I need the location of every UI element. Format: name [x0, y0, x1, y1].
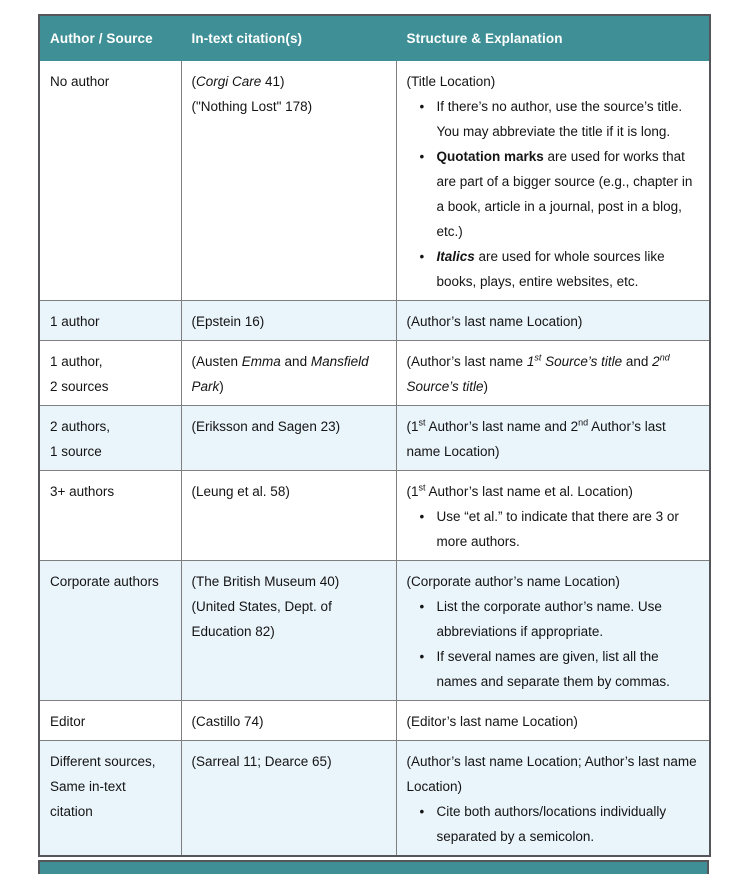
text-run: Cite both authors/locations individually separated by a semicolon. [436, 804, 667, 844]
table-row [39, 406, 710, 471]
bullet-item [407, 504, 700, 554]
text-run: Source’s title [406, 379, 484, 394]
bullet-item [407, 94, 700, 144]
citation-line [192, 69, 386, 94]
text-run: ) [219, 379, 224, 394]
text-run: Corgi Care [196, 74, 262, 89]
text-run: Author’s last name Location) [406, 419, 666, 459]
cell-citation [181, 341, 396, 406]
bullet-item [407, 244, 700, 294]
text-run: st [418, 482, 426, 493]
author-line: Same in-text citation [50, 779, 126, 819]
table-row [39, 701, 710, 741]
structure-line [407, 349, 700, 399]
text-run: ) [483, 379, 489, 394]
cell-author-source [39, 741, 181, 857]
author-line: 2 sources [50, 379, 109, 394]
text-run: (Austen [191, 354, 242, 369]
text-run: Mansfield Park [191, 354, 369, 394]
structure-line [407, 749, 700, 799]
cell-citation [181, 561, 396, 701]
citation-line [192, 349, 386, 399]
cell-citation [181, 61, 396, 301]
bullet-item [407, 799, 700, 849]
structure-line [407, 479, 700, 504]
cell-author-source [39, 301, 181, 341]
cell-author-source [39, 471, 181, 561]
text-run: (Author’s last name Location) [406, 314, 583, 329]
cell-structure-explanation [396, 341, 710, 406]
text-run: (The British Museum 40) [191, 574, 340, 589]
text-run: Use “et al.” to indicate that there are 3 or more authors. [436, 509, 679, 549]
citation-line [192, 569, 386, 594]
citation-line [192, 749, 386, 774]
citation-line [192, 94, 386, 119]
text-run: st [418, 417, 426, 428]
author-line: Corporate authors [50, 574, 159, 589]
bullet-dot: • [419, 509, 425, 524]
header-cell-2: Structure & Explanation [396, 15, 710, 61]
text-run: (Title Location) [406, 74, 496, 89]
text-run: (Leung et al. 58) [191, 484, 290, 499]
cell-citation [181, 701, 396, 741]
text-run: If there’s no author, use the source’s title. You may abbreviate the title if it is long. [436, 99, 683, 139]
bullet-dot: • [419, 804, 425, 819]
header-cell-1: In-text citation(s) [181, 15, 396, 61]
cell-structure-explanation [396, 701, 710, 741]
text-run: 2 [652, 354, 660, 369]
citation-line [192, 594, 386, 644]
citation-line [192, 709, 386, 734]
author-line: Different sources, [50, 754, 156, 769]
author-line: 1 author, [50, 354, 103, 369]
text-run: (1 [406, 419, 419, 434]
author-line: 1 source [50, 444, 102, 459]
text-run: Author’s last name et al. Location) [425, 484, 633, 499]
citation-line [192, 479, 386, 504]
cell-author-source [39, 561, 181, 701]
next-table-header-peek [38, 860, 709, 874]
table-row [39, 61, 710, 301]
text-run: Quotation marks [436, 149, 544, 164]
author-line: 2 authors, [50, 419, 111, 434]
text-run: List the corporate author’s name. Use abbreviations if appropriate. [436, 599, 662, 639]
author-line: Editor [50, 714, 86, 729]
cell-citation [181, 301, 396, 341]
table-row [39, 471, 710, 561]
text-run: are used for works that are part of a bigger source (e.g., chapter in a book, article in a journal, post in a blog, etc.) [436, 149, 693, 239]
text-run: (United States, Dept. of Education 82) [191, 599, 332, 639]
text-run: (Corporate author’s name Location) [406, 574, 620, 589]
text-run: (Editor’s last name Location) [406, 714, 578, 729]
text-run: Italics [436, 249, 475, 264]
text-run: Emma [241, 354, 281, 369]
cell-structure-explanation [396, 301, 710, 341]
text-run: (Eriksson and Sagen 23) [191, 419, 341, 434]
cell-structure-explanation [396, 406, 710, 471]
structure-line [407, 569, 700, 594]
cell-citation [181, 471, 396, 561]
bullet-dot: • [419, 99, 425, 114]
text-run: (Sarreal 11; Dearce 65) [191, 754, 332, 769]
text-run: (Castillo 74) [191, 714, 264, 729]
author-line: 3+ authors [50, 484, 115, 499]
bullet-item [407, 594, 700, 644]
cell-citation [181, 406, 396, 471]
text-run: and [622, 354, 653, 369]
cell-structure-explanation [396, 471, 710, 561]
bullet-item [407, 144, 700, 244]
text-run: (Author’s last name Location; Author’s last name Location) [406, 754, 697, 794]
bullet-dot: • [419, 149, 425, 164]
cell-author-source [39, 341, 181, 406]
text-run: ("Nothing Lost" 178) [191, 99, 313, 114]
bullet-dot: • [419, 249, 425, 264]
header-row [39, 15, 710, 61]
structure-line [407, 69, 700, 94]
cell-author-source [39, 406, 181, 471]
structure-line [407, 414, 700, 464]
text-run: are used for whole sources like books, plays, entire websites, etc. [436, 249, 665, 289]
author-line: 1 author [50, 314, 100, 329]
text-run: (Author’s last name [406, 354, 527, 369]
table-row [39, 741, 710, 857]
header-cell-0: Author / Source [39, 15, 181, 61]
cell-structure-explanation [396, 61, 710, 301]
table-row [39, 561, 710, 701]
cell-author-source [39, 701, 181, 741]
text-run: If several names are given, list all the names and separate them by commas. [436, 649, 670, 689]
text-run: st [534, 352, 542, 363]
cell-author-source [39, 61, 181, 301]
cell-structure-explanation [396, 561, 710, 701]
text-run: Source’s title [541, 354, 623, 369]
text-run: nd [578, 417, 589, 428]
author-line: No author [50, 74, 110, 89]
bullet-dot: • [419, 599, 425, 614]
text-run: (Epstein 16) [191, 314, 265, 329]
bullet-item [407, 644, 700, 694]
text-run: nd [659, 352, 670, 363]
text-run: 1 [526, 354, 535, 369]
text-run: 41) [261, 74, 285, 89]
table-row [39, 301, 710, 341]
text-run: Author’s last name and 2 [425, 419, 579, 434]
text-run: ( [191, 74, 196, 89]
citation-line [192, 414, 386, 439]
text-run: (1 [406, 484, 419, 499]
bullet-dot: • [419, 649, 425, 664]
cell-citation [181, 741, 396, 857]
cell-structure-explanation [396, 741, 710, 857]
text-run: and [280, 354, 311, 369]
citation-table [38, 14, 711, 857]
structure-line [407, 309, 700, 334]
table-row [39, 341, 710, 406]
structure-line [407, 709, 700, 734]
citation-line [192, 309, 386, 334]
